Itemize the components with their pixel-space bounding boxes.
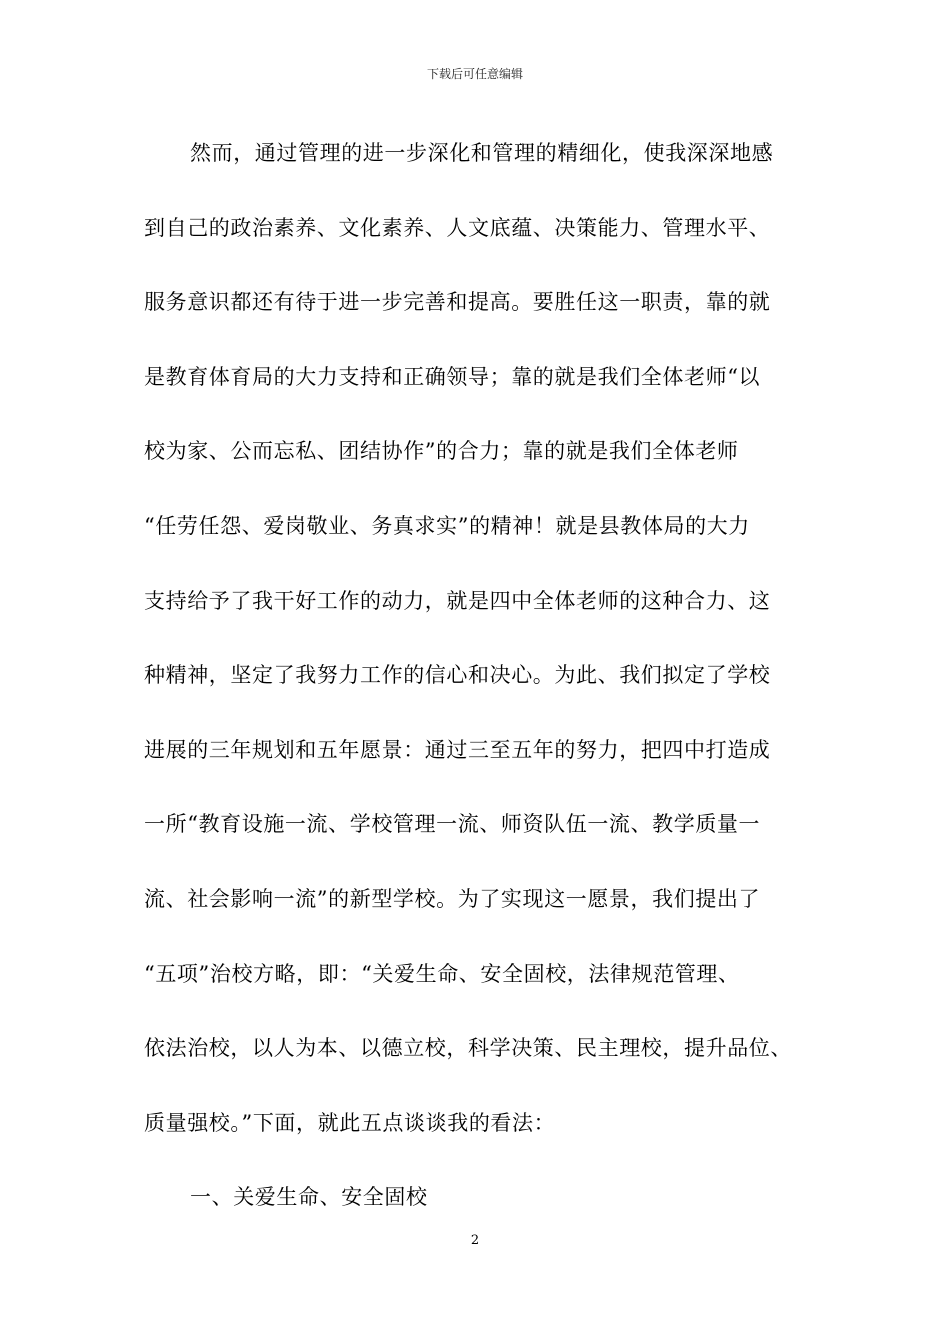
document-body xyxy=(144,128,824,1247)
paragraph-line: 流、社会影响一流”的新型学校。为了实现这一愿景，我们提出了 xyxy=(144,886,761,911)
paragraph-line: 然而，通过管理的进一步深化和管理的精细化，使我深深地感 xyxy=(190,141,774,165)
paragraph-line: 到自己的政治素养、文化素养、人文底蕴、决策能力、管理水平、 xyxy=(144,215,771,240)
paragraph-line: 进展的三年规划和五年愿景：通过三至五年的努力，把四中打造成 xyxy=(144,737,771,762)
paragraph-line: 种精神，坚定了我努力工作的信心和决心。为此、我们拟定了学校 xyxy=(144,663,771,688)
paragraph-line: 是教育体育局的大力支持和正确领导；靠的就是我们全体老师“以 xyxy=(144,364,761,389)
paragraph-line: 依法治校，以人为本、以德立校，科学决策、民主理校，提升品位、 xyxy=(144,1036,792,1061)
page-number: 2 xyxy=(470,1233,480,1248)
paragraph-line: 一所“教育设施一流、学校管理一流、师资队伍一流、教学质量一 xyxy=(144,812,761,837)
page-header: 下载后可任意编辑 xyxy=(426,67,523,81)
paragraph-line: 质量强校。”下面，就此五点谈谈我的看法： xyxy=(144,1110,556,1135)
paragraph-line: “五项”治校方略，即：“关爱生命、安全固校，法律规范管理、 xyxy=(144,961,740,986)
paragraph-line: 校为家、公而忘私、团结协作”的合力；靠的就是我们全体老师 xyxy=(144,439,739,464)
paragraph-line: 支持给予了我干好工作的动力，就是四中全体老师的这种合力、这 xyxy=(144,588,771,613)
section-heading: 一、关爱生命、安全固校 xyxy=(190,1185,428,1210)
paragraph-line: “任劳任怨、爱岗敬业、务真求实”的精神！就是县教体局的大力 xyxy=(144,513,750,538)
paragraph-line: 服务意识都还有待于进一步完善和提高。要胜任这一职责，靠的就 xyxy=(144,290,771,315)
